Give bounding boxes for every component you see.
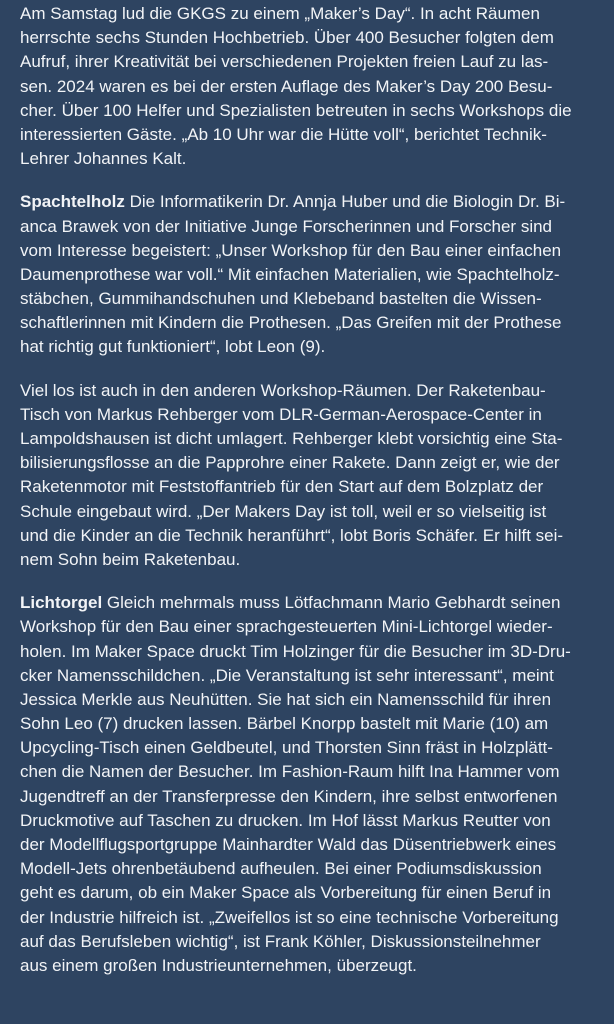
line-text: und die Kinder an die Technik heranführt“, lobt Boris Schäfer. Er hilft sei-	[20, 525, 564, 545]
line-text: anca Brawek von der Initiative Junge Forscherinnen und Forscher sind	[20, 216, 553, 236]
text-line	[20, 99, 600, 123]
text-line	[20, 809, 600, 833]
line-text: nem Sohn beim Raketenbau.	[20, 549, 241, 569]
line-text: bilisierungsflosse an die Papprohre einer Rakete. Dann zeigt er, wie der	[20, 453, 560, 473]
text-line	[20, 760, 600, 784]
line-text: holen. Im Maker Space druckt Tim Holzinger für die Besucher im 3D-Dru-	[20, 641, 571, 661]
line-text: Lampoldshausen ist dicht umlagert. Rehberger klebt vorsichtig eine Sta-	[20, 429, 563, 448]
line-text: Aufruf, ihrer Kreativität bei verschiedenen Projekten freien Lauf zu las-	[20, 52, 549, 72]
text-line	[20, 403, 600, 427]
line-text: Jessica Merkle aus Neuhütten. Sie hat sich ein Namensschild für ihren	[20, 689, 552, 709]
text-line	[20, 500, 600, 524]
text-line	[20, 664, 600, 688]
text-line	[20, 2, 600, 26]
line-text: geht es darum, ob ein Maker Space als Vorbereitung für einen Beruf in	[20, 883, 552, 903]
line-text: Die Informatikerin Dr. Annja Huber und die Biologin Dr. Bi-	[124, 192, 566, 212]
text-line	[20, 311, 600, 335]
line-text: hat richtig gut funktioniert“, lobt Leon (9).	[20, 337, 326, 357]
text-line	[20, 591, 600, 615]
line-text: cher. Über 100 Helfer und Spezialisten betreuten in sechs Workshops die	[20, 100, 572, 120]
line-text: Raketenmotor mit Feststoffantrieb für den Start auf dem Bolzplatz der	[20, 477, 544, 497]
line-text: Schule eingebaut wird. „Der Makers Day ist toll, weil er so vielseitig ist	[20, 501, 547, 521]
text-line	[20, 263, 600, 287]
text-line	[20, 335, 600, 359]
paragraph-spachtelholz	[20, 190, 600, 359]
text-line	[20, 857, 600, 881]
text-line	[20, 451, 600, 475]
paragraph-lichtorgel	[20, 591, 600, 978]
line-text: auf das Berufsleben wichtig“, ist Frank Köhler, Diskussionsteilnehmer	[20, 931, 541, 951]
text-line	[20, 287, 600, 311]
text-line	[20, 688, 600, 712]
line-text: der Modellflugsportgruppe Mainhardter Wald das Düsentriebwerk eines	[20, 835, 557, 854]
text-line	[20, 190, 600, 214]
line-text: chen die Namen der Besucher. Im Fashion-Raum hilft Ina Hammer vom	[20, 762, 560, 782]
text-line	[20, 215, 600, 239]
text-line	[20, 785, 600, 809]
text-line	[20, 26, 600, 50]
text-line	[20, 712, 600, 736]
line-text: der Industrie hilfreich ist. „Zweifellos ist so eine technische Vorbereitung	[20, 907, 559, 927]
section-lead-word: Lichtorgel	[20, 593, 103, 613]
line-text: Upcycling-Tisch einen Geldbeutel, und Thorsten Sinn fräst in Holzplätt-	[20, 738, 553, 758]
line-text: Tisch von Markus Rehberger vom DLR-German-Aerospace-Center in	[20, 404, 542, 424]
text-line	[20, 379, 600, 403]
paragraph-raketenbau	[20, 379, 600, 573]
text-line	[20, 548, 600, 572]
line-text: Druckmotive auf Taschen zu drucken. Im Hof lässt Markus Reutter von	[20, 810, 551, 830]
line-text: stäbchen, Gummihandschuhen und Klebeband bastelten die Wissen-	[20, 289, 542, 309]
line-text: herrschte sechs Stunden Hochbetrieb. Über 400 Besucher folgten dem	[20, 28, 554, 48]
line-text: Workshop für den Bau einer sprachgesteuerten Mini-Lichtorgel wieder-	[20, 617, 553, 637]
line-text: Am Samstag lud die GKGS zu einem „Maker’s Day“. In acht Räumen	[20, 4, 540, 23]
line-text: interessierten Gäste. „Ab 10 Uhr war die Hütte voll“, berichtet Technik-	[20, 124, 547, 144]
text-line	[20, 930, 600, 954]
line-text: vom Interesse begeistert: „Unser Workshop für den Bau einer einfachen	[20, 240, 562, 260]
line-text: aus einem großen Industrieunternehmen, überzeugt.	[20, 955, 417, 975]
text-line	[20, 615, 600, 639]
line-text: Viel los ist auch in den anderen Workshop-Räumen. Der Raketenbau-	[20, 380, 546, 400]
line-text: Gleich mehrmals muss Lötfachmann Mario Gebhardt seinen	[102, 593, 561, 613]
line-text: cker Namensschildchen. „Die Veranstaltung ist sehr interessant“, meint	[20, 665, 554, 685]
text-line	[20, 524, 600, 548]
line-text: Daumenprothese war voll.“ Mit einfachen Materialien, wie Spachtelholz-	[20, 264, 560, 284]
text-line	[20, 475, 600, 499]
text-line	[20, 906, 600, 930]
text-line	[20, 640, 600, 664]
line-text: Lehrer Johannes Kalt.	[20, 149, 187, 169]
line-text: Sohn Leo (7) drucken lassen. Bärbel Knorpp bastelt mit Marie (10) am	[20, 714, 549, 734]
text-line	[20, 833, 600, 857]
article-body	[20, 0, 600, 997]
text-line	[20, 954, 600, 978]
line-text: sen. 2024 waren es bei der ersten Auflage des Maker’s Day 200 Besu-	[20, 76, 553, 96]
text-line	[20, 50, 600, 74]
text-line	[20, 881, 600, 905]
text-line	[20, 239, 600, 263]
text-line	[20, 736, 600, 760]
section-lead-word: Spachtelholz	[20, 192, 125, 212]
text-line	[20, 123, 600, 147]
text-line	[20, 427, 600, 451]
line-text: schaftlerinnen mit Kindern die Prothesen. „Das Greifen mit der Prothese	[20, 313, 562, 333]
line-text: Jugendtreff an der Transferpresse den Kindern, ihre selbst entworfenen	[20, 786, 558, 806]
paragraph-intro	[20, 2, 600, 171]
text-line	[20, 147, 600, 171]
text-line	[20, 75, 600, 99]
line-text: Modell-Jets ohrenbetäubend aufheulen. Bei einer Podiumsdiskussion	[20, 859, 542, 879]
